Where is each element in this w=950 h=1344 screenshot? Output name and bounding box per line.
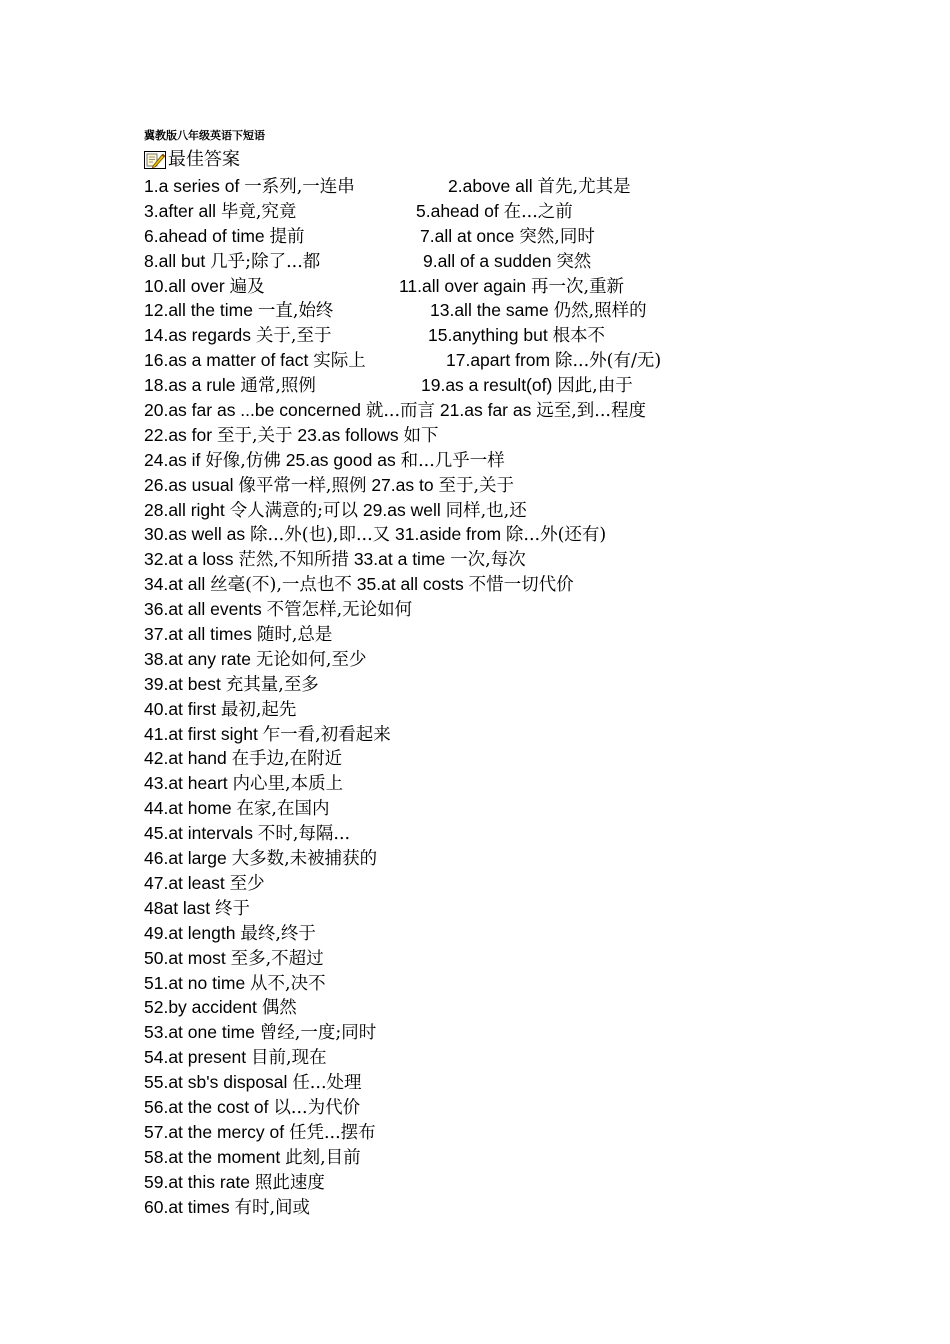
phrase-line xyxy=(144,224,924,249)
phrase-line xyxy=(144,821,924,846)
phrase-line xyxy=(144,1045,924,1070)
phrase-line xyxy=(144,971,924,996)
phrase-line xyxy=(144,672,924,697)
phrase-english: 15.anything but xyxy=(428,325,548,346)
phrase-chinese: 在...之前 xyxy=(503,201,573,222)
phrase-chinese: 实际上 xyxy=(313,351,366,372)
phrase-item xyxy=(144,224,305,250)
phrase-line xyxy=(144,249,924,274)
phrase-chinese: 至于,关于 xyxy=(216,425,293,446)
phrase-item xyxy=(144,348,366,374)
phrase-item xyxy=(144,174,355,200)
phrase-chinese: 从不,决不 xyxy=(250,973,326,994)
phrase-line xyxy=(144,298,924,323)
phrase-line xyxy=(144,398,924,423)
phrase-chinese: 如下 xyxy=(403,425,439,446)
phrase-line xyxy=(144,448,924,473)
phrase-item xyxy=(144,997,297,1017)
phrase-chinese: 同样,也,还 xyxy=(445,500,527,521)
phrase-chinese: 像平常一样,照例 xyxy=(238,475,367,496)
phrase-chinese: 照此速度 xyxy=(254,1172,325,1193)
phrase-english: 26.as usual xyxy=(144,474,234,495)
phrase-english: 51.at no time xyxy=(144,972,246,993)
phrase-line xyxy=(144,946,924,971)
phrase-english: 24.as if xyxy=(144,449,201,470)
phrase-english: 8.all but xyxy=(144,250,206,271)
phrase-item xyxy=(144,674,319,694)
phrase-chinese: 一直,始终 xyxy=(257,301,334,322)
phrase-item xyxy=(144,425,293,445)
phrase-english: 43.at heart xyxy=(144,773,228,794)
phrase-item xyxy=(297,425,438,445)
phrase-english: 27.as to xyxy=(371,474,434,495)
phrase-english: 47.at least xyxy=(144,872,225,893)
phrase-line xyxy=(144,796,924,821)
phrase-chinese: 大多数,未被捕获的 xyxy=(231,849,378,870)
phrase-line xyxy=(144,1145,924,1170)
phrase-line xyxy=(144,547,924,572)
phrase-english: 10.all over xyxy=(144,275,225,296)
phrase-line xyxy=(144,1070,924,1095)
phrase-line xyxy=(144,647,924,672)
phrase-item xyxy=(430,298,647,324)
phrase-chinese: 随时,总是 xyxy=(256,625,333,646)
phrase-english: 52.by accident xyxy=(144,997,257,1018)
phrase-english: 12.all the time xyxy=(144,300,253,321)
phrase-item xyxy=(421,373,633,399)
phrase-line xyxy=(144,597,924,622)
phrase-chinese: 除...外(也),即...又 xyxy=(250,525,391,546)
phrase-chinese: 目前,现在 xyxy=(251,1048,327,1069)
phrase-line xyxy=(144,622,924,647)
phrase-line xyxy=(144,1120,924,1145)
phrase-line xyxy=(144,199,924,224)
phrase-chinese: 突然 xyxy=(556,251,592,272)
phrase-item xyxy=(144,549,349,569)
phrase-item xyxy=(448,174,631,200)
phrase-chinese: 以...为代价 xyxy=(273,1097,361,1118)
phrase-item xyxy=(144,973,326,993)
phrase-english: 20.as far as ...be concerned xyxy=(144,400,361,421)
phrase-english: 9.all of a sudden xyxy=(423,250,552,271)
phrase-item xyxy=(144,624,332,644)
phrase-item xyxy=(144,823,350,843)
phrase-chinese: 除...外(还有) xyxy=(505,525,607,546)
phrase-item xyxy=(144,574,352,594)
phrase-english: 35.at all costs xyxy=(356,574,464,595)
phrase-item xyxy=(144,923,316,943)
phrase-chinese: 在手边,在附近 xyxy=(231,749,343,770)
phrase-item xyxy=(144,873,265,893)
phrase-english: 30.as well as xyxy=(144,524,246,545)
phrase-line xyxy=(144,522,924,547)
phrase-item xyxy=(363,500,527,520)
phrase-line xyxy=(144,174,924,199)
phrase-item xyxy=(144,798,330,818)
phrase-item xyxy=(354,549,526,569)
phrase-item xyxy=(423,249,591,275)
phrase-english: 42.at hand xyxy=(144,748,227,769)
phrase-chinese: 除...外(有/无) xyxy=(554,351,662,372)
phrase-chinese: 最终,终于 xyxy=(240,923,316,944)
phrase-chinese: 无论如何,至少 xyxy=(255,649,367,670)
phrase-english: 3.after all xyxy=(144,200,216,221)
phrase-item xyxy=(395,524,606,544)
phrase-item xyxy=(144,450,281,470)
phrase-line xyxy=(144,846,924,871)
phrase-chinese: 再一次,重新 xyxy=(531,276,625,297)
phrase-line xyxy=(144,1020,924,1045)
phrase-chinese: 首先,尤其是 xyxy=(537,177,631,197)
phrase-english: 37.at all times xyxy=(144,624,252,645)
phrase-item xyxy=(399,274,624,300)
phrase-chinese: 和...几乎一样 xyxy=(400,450,505,471)
phrase-chinese: 一系列,一连串 xyxy=(244,177,355,197)
phrase-english: 32.at a loss xyxy=(144,549,234,570)
phrase-line xyxy=(144,348,924,373)
phrase-item xyxy=(357,574,574,594)
phrase-chinese: 有时,间或 xyxy=(234,1197,311,1218)
phrase-chinese: 偶然 xyxy=(261,998,297,1019)
phrase-line xyxy=(144,473,924,498)
phrase-chinese: 不时,每隔... xyxy=(257,824,351,845)
phrase-english: 18.as a rule xyxy=(144,375,236,396)
phrase-chinese: 丝毫(不),一点也不 xyxy=(210,575,352,596)
phrase-chinese: 茫然,不知所措 xyxy=(238,550,349,571)
phrase-chinese: 关于,至于 xyxy=(255,326,332,347)
phrase-english: 1.a series of xyxy=(144,176,240,196)
phrase-english: 17.apart from xyxy=(446,350,551,371)
phrase-line xyxy=(144,871,924,896)
phrase-chinese: 远至,到...程度 xyxy=(536,401,646,422)
phrase-english: 31.aside from xyxy=(395,524,502,545)
phrase-item xyxy=(446,348,661,374)
phrase-line xyxy=(144,697,924,722)
phrase-line xyxy=(144,1095,924,1120)
phrase-chinese: 乍一看,初看起来 xyxy=(262,724,391,745)
phrase-chinese: 通常,照例 xyxy=(240,376,316,397)
phrase-line xyxy=(144,896,924,921)
phrase-english: 7.all at once xyxy=(420,225,515,246)
phrase-english: 50.at most xyxy=(144,947,226,968)
phrase-chinese: 几乎;除了...都 xyxy=(210,251,321,272)
phrase-item xyxy=(144,524,390,544)
phrase-item xyxy=(144,323,331,349)
phrase-line xyxy=(144,921,924,946)
phrase-chinese: 充其量,至多 xyxy=(225,674,319,695)
phrase-english: 34.at all xyxy=(144,574,206,595)
phrase-line xyxy=(144,373,924,398)
phrase-item xyxy=(144,649,366,669)
phrase-item xyxy=(440,400,646,420)
phrase-chinese: 根本不 xyxy=(552,326,606,347)
phrase-item xyxy=(371,475,514,495)
phrase-item xyxy=(144,1147,361,1167)
phrase-english: 22.as for xyxy=(144,424,213,445)
phrase-chinese: 令人满意的;可以 xyxy=(229,500,359,521)
phrase-chinese: 最初,起先 xyxy=(220,699,297,720)
phrase-english: 45.at intervals xyxy=(144,823,253,844)
phrase-chinese: 就...而言 xyxy=(365,401,436,422)
document-title: 冀教版八年级英语下短语 xyxy=(144,130,265,142)
phrase-line xyxy=(144,995,924,1020)
phrase-item xyxy=(144,298,333,324)
phrase-english: 38.at any rate xyxy=(144,648,252,669)
phrase-chinese: 不管怎样,无论如何 xyxy=(266,600,413,621)
phrase-english: 14.as regards xyxy=(144,325,252,346)
phrase-line xyxy=(144,498,924,523)
phrase-english: 48at last xyxy=(144,897,211,918)
phrase-item xyxy=(420,224,595,250)
phrase-item xyxy=(286,450,505,470)
phrase-chinese: 任凭...摆布 xyxy=(288,1122,376,1143)
phrase-chinese: 内心里,本质上 xyxy=(232,774,344,795)
phrase-english: 16.as a matter of fact xyxy=(144,350,309,371)
phrase-english: 6.ahead of time xyxy=(144,225,265,246)
phrase-chinese: 好像,仿佛 xyxy=(205,450,281,471)
phrase-chinese: 一次,每次 xyxy=(450,550,526,571)
phrase-english: 46.at large xyxy=(144,848,227,869)
phrase-english: 49.at length xyxy=(144,922,236,943)
phrase-english: 54.at present xyxy=(144,1047,247,1068)
phrase-item xyxy=(144,724,391,744)
phrase-item xyxy=(144,400,435,420)
phrase-english: 28.all right xyxy=(144,499,225,520)
phrase-chinese: 至于,关于 xyxy=(438,475,515,496)
phrase-english: 11.all over again xyxy=(399,275,527,296)
phrase-item xyxy=(416,199,573,225)
phrase-line xyxy=(144,1195,924,1220)
phrase-english: 55.at sb's disposal xyxy=(144,1072,288,1093)
phrase-english: 13.all the same xyxy=(430,300,549,321)
phrase-chinese: 终于 xyxy=(215,898,251,919)
phrase-english: 36.at all events xyxy=(144,599,262,620)
phrase-chinese: 仍然,照样的 xyxy=(553,301,647,322)
phrase-chinese: 至少 xyxy=(229,873,265,894)
phrase-chinese: 曾经,一度;同时 xyxy=(259,1023,377,1044)
phrase-list xyxy=(144,174,924,1219)
phrase-line xyxy=(144,771,924,796)
phrase-item xyxy=(144,475,366,495)
phrase-english: 33.at a time xyxy=(353,549,446,570)
phrase-english: 5.ahead of xyxy=(416,200,499,221)
phrase-english: 21.as far as xyxy=(439,400,532,421)
phrase-english: 19.as a result(of) xyxy=(421,375,553,396)
phrase-line xyxy=(144,722,924,747)
phrase-english: 2.above all xyxy=(448,176,533,196)
phrase-line xyxy=(144,423,924,448)
phrase-item xyxy=(144,699,296,719)
phrase-line xyxy=(144,572,924,597)
phrase-line xyxy=(144,746,924,771)
phrase-item xyxy=(144,500,358,520)
phrase-english: 58.at the moment xyxy=(144,1146,281,1167)
phrase-chinese: 任...处理 xyxy=(292,1073,362,1094)
phrase-line xyxy=(144,274,924,299)
phrase-item xyxy=(144,773,343,793)
phrase-english: 23.as follows xyxy=(297,424,399,445)
phrase-item xyxy=(144,373,316,399)
phrase-chinese: 因此,由于 xyxy=(557,376,633,397)
phrase-english: 44.at home xyxy=(144,798,232,819)
phrase-item xyxy=(144,898,250,918)
phrase-chinese: 突然,同时 xyxy=(519,226,595,247)
phrase-english: 59.at this rate xyxy=(144,1171,251,1192)
phrase-chinese: 遍及 xyxy=(229,276,265,297)
phrase-chinese: 至多,不超过 xyxy=(230,948,324,969)
phrase-english: 53.at one time xyxy=(144,1022,255,1043)
phrase-chinese: 提前 xyxy=(269,226,305,247)
phrase-item xyxy=(144,948,324,968)
phrase-chinese: 在家,在国内 xyxy=(236,799,330,820)
phrase-item xyxy=(144,1047,327,1067)
phrase-item xyxy=(144,1122,376,1142)
phrase-english: 25.as good as xyxy=(285,449,396,470)
phrase-item xyxy=(144,199,296,225)
best-answer-label: 最佳答案 xyxy=(168,149,240,170)
phrase-english: 40.at first xyxy=(144,698,216,719)
phrase-line xyxy=(144,1170,924,1195)
phrase-english: 56.at the cost of xyxy=(144,1096,269,1117)
phrase-item xyxy=(144,748,342,768)
phrase-item xyxy=(144,1172,325,1192)
phrase-english: 57.at the mercy of xyxy=(144,1121,285,1142)
phrase-item xyxy=(144,1022,376,1042)
phrase-line xyxy=(144,323,924,348)
phrase-item xyxy=(144,1197,310,1217)
phrase-item xyxy=(428,323,605,349)
phrase-english: 29.as well xyxy=(362,499,441,520)
phrase-item xyxy=(144,599,412,619)
phrase-item xyxy=(144,274,265,300)
phrase-item xyxy=(144,1072,362,1092)
phrase-english: 41.at first sight xyxy=(144,723,258,744)
phrase-chinese: 不惜一切代价 xyxy=(468,575,574,596)
phrase-item xyxy=(144,249,320,275)
phrase-chinese: 毕竟,究竟 xyxy=(220,201,297,222)
edit-note-icon xyxy=(144,151,166,169)
phrase-english: 39.at best xyxy=(144,673,221,694)
best-answer-heading xyxy=(144,148,240,172)
phrase-item xyxy=(144,848,377,868)
phrase-item xyxy=(144,1097,360,1117)
phrase-chinese: 此刻,目前 xyxy=(285,1147,361,1168)
phrase-english: 60.at times xyxy=(144,1196,230,1217)
